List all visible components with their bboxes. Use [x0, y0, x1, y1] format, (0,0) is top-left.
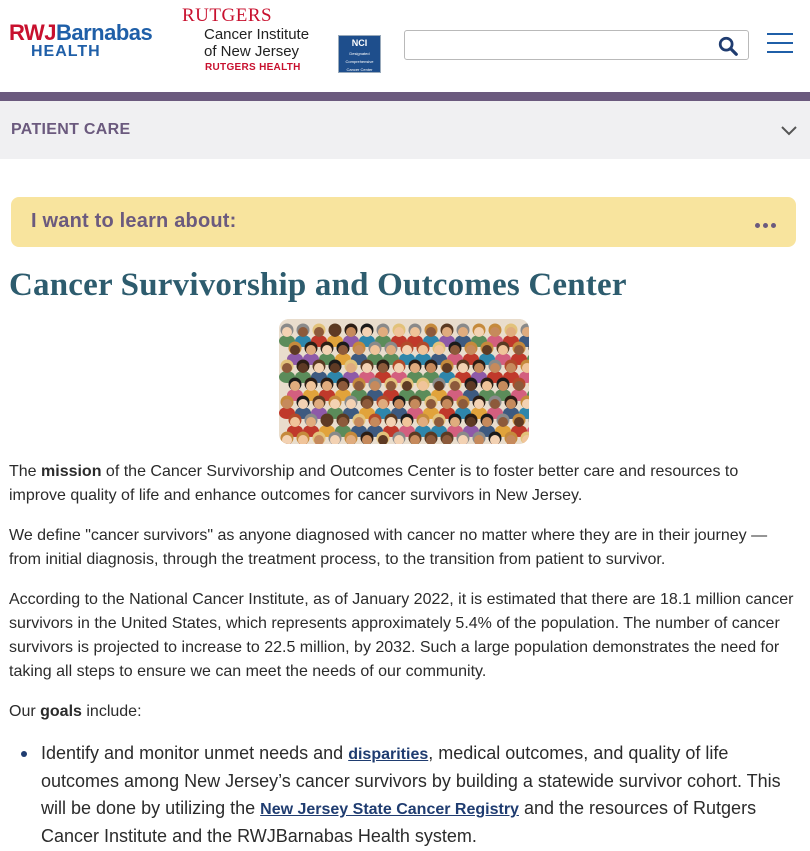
goal-text-3: and the resources of Rutgers Cancer Institute and the RWJBarnabas Health system.	[41, 798, 757, 846]
rutgers-brand-text: RUTGERS	[182, 5, 273, 26]
chevron-down-icon	[780, 123, 798, 137]
mission-paragraph	[9, 460, 794, 508]
learn-about-dropdown[interactable]	[11, 197, 796, 247]
site-header	[0, 0, 810, 92]
rutgers-health-text: RUTGERS HEALTH	[205, 62, 301, 73]
goal-text-2: , medical outcomes, and quality of life outcomes among New Jersey’s cancer survivors by building a statewide survivor cohort. This will be done by utilizing the	[41, 743, 781, 818]
header-accent-bar	[0, 92, 810, 101]
diverse-crowd-illustration	[279, 319, 529, 444]
disparities-link[interactable]: disparities	[348, 746, 429, 763]
logo-rwj-text: RWJ	[9, 20, 56, 45]
para1-pre: The	[9, 463, 42, 480]
goal-text-1: Identify and monitor unmet needs and	[41, 743, 349, 763]
nci-badge-line1: Designated	[349, 51, 370, 56]
section-nav-patient-care[interactable]	[0, 101, 810, 159]
goals-list	[9, 740, 794, 850]
para4-post: include:	[81, 703, 142, 720]
rutgers-cancer-institute-logo[interactable]	[182, 6, 322, 76]
learn-about-label: I want to learn about:	[31, 210, 237, 232]
search-input[interactable]	[405, 31, 705, 59]
search-icon[interactable]	[717, 35, 739, 57]
mission-bold: mission	[41, 463, 102, 480]
logo-health-text: HEALTH	[31, 43, 101, 60]
hamburger-menu-icon[interactable]	[767, 33, 793, 55]
search-box	[404, 30, 749, 60]
statistics-paragraph: According to the National Cancer Institute, as of January 2022, it is estimated that there are 18.1 million cancer survivors in the United States, which represents approximately 5.4% of the population. The number of cancer survivors is projected to increase to 22.5 million, by 2032. Such a large population demonstrates the need for taking all steps to ensure we can meet the needs of our community.	[9, 591, 794, 680]
nj-state-cancer-registry-link[interactable]: New Jersey State Cancer Registry	[260, 801, 519, 818]
page-title: Cancer Survivorship and Outcomes Center	[9, 267, 627, 303]
nci-badge-title: NCI	[351, 38, 368, 48]
para1-post: of the Cancer Survivorship and Outcomes Center is to foster better care and resources to improve quality of life and enhance outcomes for cancer survivors in New Jersey.	[9, 463, 739, 504]
main-content	[9, 460, 794, 850]
goals-bold: goals	[40, 703, 82, 720]
institute-line-2: of New Jersey	[204, 43, 300, 60]
nci-badge-line2: Comprehensive	[345, 59, 374, 64]
section-nav-label: PATIENT CARE	[11, 121, 131, 138]
goal-item	[9, 740, 794, 850]
goals-intro	[9, 700, 794, 724]
rwjbarnabas-health-logo[interactable]	[9, 22, 169, 62]
logo-barnabas-text: Barnabas	[56, 20, 153, 45]
more-dots-icon	[755, 215, 779, 223]
definition-paragraph: We define "cancer survivors" as anyone diagnosed with cancer no matter where they are in their journey — from initial diagnosis, through the treatment process, to the transition from patient to survivor.	[9, 527, 768, 568]
nci-designation-badge	[338, 35, 381, 73]
para4-pre: Our	[9, 703, 41, 720]
institute-line-1: Cancer Institute	[204, 26, 310, 43]
nci-badge-line3: Cancer Center	[346, 67, 373, 72]
